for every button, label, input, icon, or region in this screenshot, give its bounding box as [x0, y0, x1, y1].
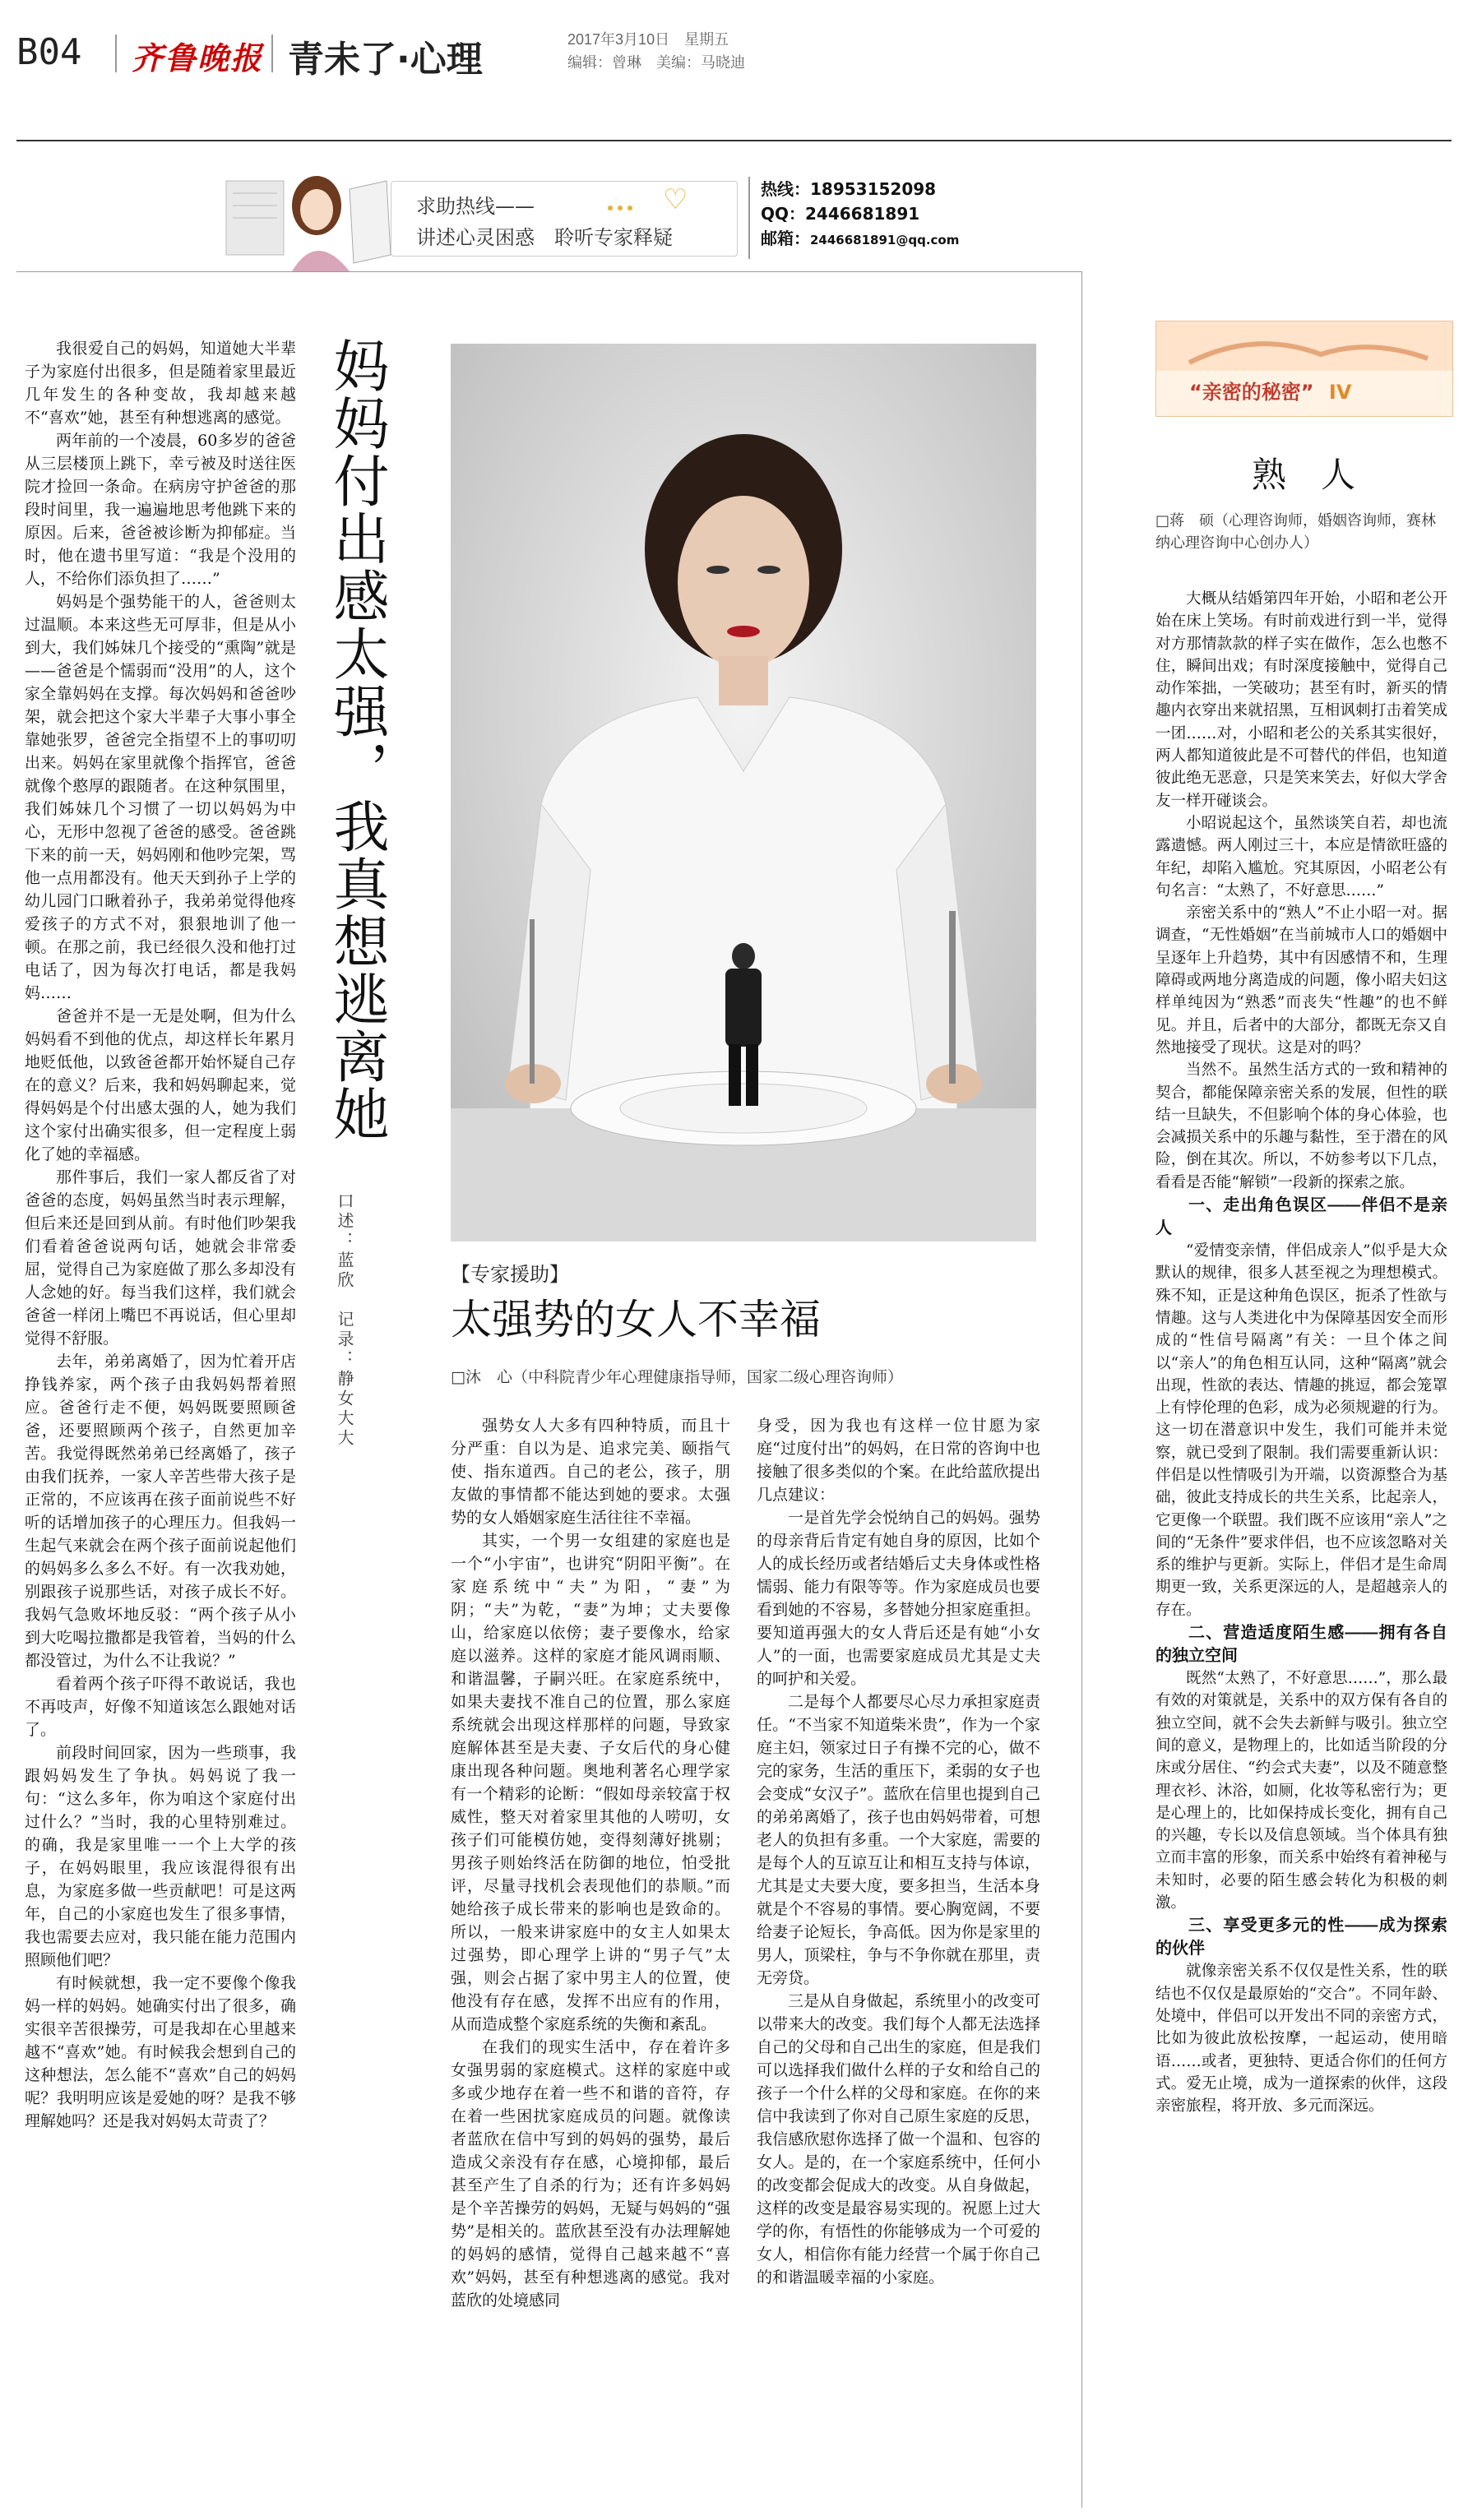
- article-photo: [451, 344, 1036, 1242]
- heart-icon: ♡: [663, 183, 688, 216]
- paragraph: 强势女人大多有四种特质，而且十分严重：自以为是、追求完美、颐指气使、指东道西。自己的老公，孩子，朋友做的事情都不能达到她的要求。太强势的女人婚姻家庭生活往往不幸福。: [451, 1417, 730, 1527]
- paragraph: 去年，弟弟离婚了，因为忙着开店挣钱养家，两个孩子由我妈妈帮着照应。爸爸行走不便，妈妈既要照顾爸爸，还要照顾两个孩子，自然更加辛苦。我觉得既然弟弟已经离婚了，孩子由我们抚养，一家人辛苦些带大孩子是正常的，不应该再在孩子面前说些不好听的话增加孩子的心理压力。但我妈一生起气来就会在两个孩子面前说起他们的妈妈多么多么不好。有一次我劝她，别跟孩子说那些话，对孩子成长不好。我妈气急败坏地反驳：“两个孩子从小到大吃喝拉撒都是我管着，当妈的什么都没管过，为什么不让我说？”: [25, 1352, 296, 1670]
- paragraph: 那件事后，我们一家人都反省了对爸爸的态度，妈妈虽然当时表示理解，但后来还是回到从前。有时他们吵架我们看着爸爸说两句话，她就会非常委屈，觉得自己为家庭做了那么多却没有人念她的好。每当我们这样，我们就会爸爸一样闭上嘴巴不再说话，但心里却觉得不舒服。: [25, 1168, 296, 1348]
- newspaper-logo: 齐鲁晚报: [132, 39, 264, 76]
- paragraph: 三是从自身做起，系统里小的改变可以带来大的改变。我们每个人都无法选择自己的父母和自己出生的家庭，但是我们可以选择我们做什么样的子女和给自己的孩子一个什么样的父母和家庭。在你的来信中我读到了你对自己原生家庭的反思，我信感欣慰你选择了做一个温和、包容的女人。是的，在一个家庭系统中，任何小的改变都会促成大的改变。从自身做起，这样的改变是最容易实现的。祝愿上过大学的你，有悟性的你能够成为一个可爱的女人，相信你有能力经营一个属于你自己的和谐温暖幸福的小家庭。: [757, 1992, 1040, 2286]
- section-heading: 二、营造适度陌生感——拥有各自的独立空间: [1155, 1624, 1447, 1666]
- qq-label: QQ：: [761, 204, 806, 224]
- expert-column-1: [451, 1414, 730, 2312]
- page-header: [16, 25, 1452, 82]
- qq-row: [761, 201, 925, 226]
- paragraph: 大概从结婚第四年开始，小昭和老公开始在床上笑场。有时前戏进行到一半，觉得对方那情款款的样子实在做作，怎么也憋不住，瞬间出戏；有时深度接触中，觉得自己动作笨拙，一笑破功；甚至有时，新买的情趣内衣穿出来就招黑，互相讽刺打击着笑成一团……对，小昭和老公的关系其实很好，两人都知道彼此是不可替代的伴侣，也知道彼此绝无恶意，只是笑来笑去，好似大学舍友一样开碰谈会。: [1155, 590, 1447, 810]
- column-title: 熟 人: [1251, 455, 1355, 495]
- woman-reading-illustration: [218, 164, 399, 271]
- section-heading: 一、走出角色误区——伴侣不是亲人: [1155, 1196, 1447, 1238]
- paragraph: 在我们的现实生活中，存在着许多女强男弱的家庭模式。这样的家庭中或多或少地存在着一些不和谐的音符，存在着一些困扰家庭成员的问题。就像读者蓝欣在信中写到的妈妈的强势，最后造成父亲没有存在感，心境抑郁，最后甚至产生了自杀的行为；还有许多妈妈是个辛苦操劳的妈妈，无疑与妈妈的“强势”是相关的。蓝欣甚至没有办法理解她的妈妈的感情，觉得自己越来越不“喜欢”妈妈，甚至有种想逃离的感觉。我对蓝欣的处境感同: [451, 2038, 730, 2310]
- badge-number: IV: [1328, 381, 1352, 404]
- column-badge-label: [1189, 376, 1351, 405]
- phone-row: [761, 177, 937, 201]
- paragraph: 前段时间回家，因为一些琐事，我跟妈妈发生了争执。妈妈说了我一句：“这么多年，你为咱这个家庭付出过什么？”当时，我的心里特别难过。的确，我是家里唯一一个上大学的孩子，在妈妈眼里，我应该混得很有出息，为家庭多做一些贡献吧！可是这两年，自己的小家庭也发生了很多事情，我也需要去应对，我只能在能力范围内照顾他们吧？: [25, 1744, 296, 1969]
- dots-decoration: [605, 198, 635, 214]
- paragraph: 看着两个孩子吓得不敢说话，我也不再吱声，好像不知道该怎么跟她对话了。: [25, 1675, 296, 1739]
- paragraph: 既然“太熟了，不好意思……”，那么最有效的对策就是，关系中的双方保有各自的独立空间，就不会失去新鲜与吸引。独立空间的意义，是物理上的，比如适当阶段的分床或分居住、“约会式夫妻”，以及不随意整理衣衫、沐浴，如厕，化妆等私密行为；更是心理上的，比如保持成长变化，拥有自己的兴趣，专长以及信息领域。当个体具有独立而丰富的形象，而关系中始终有着神秘与未知时，必要的陌生感会转化为积极的刺激。: [1155, 1670, 1447, 1912]
- hands-icon: [1156, 321, 1452, 371]
- paragraph: 我很爱自己的妈妈，知道她大半辈子为家庭付出很多，但是随着家里最近几年发生的各种变故，我却越来越不“喜欢”她，甚至有种想逃离的感觉。: [25, 340, 296, 427]
- paragraph: “爱情变亲情，伴侣成亲人”似乎是大众默认的规律，很多人甚至视之为理想模式。殊不知，正是这种角色误区，扼杀了性欲与情趣。这与人类进化中为保障基因安全而形成的“性信号隔离”有关：一旦个体之间以“亲人”的角色相互认同，这种“隔离”就会出现，性欲的表达、情趣的挑逗，都会笼罩上有悖伦理的色彩，成为必须规避的行为。这一切在潜意识中发生，我们可能并未觉察，就已受到了限制。我们需要重新认识：伴侣是以性情吸引为开端，以资源整合为基础，彼此支持成长的共生关系，比起亲人，它更像一个联盟。我们既不应该用“亲人”之间的“无条件”要求伴侣，也不应该忽略对关系的维护与更新。实际上，伴侣才是生命周期更一致，关系更深远的人，是超越亲人的存在。: [1155, 1242, 1447, 1619]
- main-story-body: [25, 337, 296, 2133]
- main-story-byline: 口述：蓝欣 记录：静女大大: [335, 1192, 354, 1449]
- expert-tag: 【专家援助】: [451, 1263, 569, 1286]
- issue-date: 2017年3月10日 星期五: [567, 31, 729, 48]
- expert-title: 太强势的女人不幸福: [451, 1296, 821, 1343]
- expert-column-2: [757, 1414, 1040, 2289]
- page-number: B04: [16, 31, 82, 73]
- divider: [271, 35, 273, 72]
- paragraph: 小昭说起这个，虽然谈笑自若，却也流露遗憾。两人刚过三十，本应是情欲旺盛的年纪，却陷入尴尬。究其原因，小昭老公有句名言：“太熟了，不好意思……”: [1155, 814, 1447, 899]
- paragraph: 有时候就想，我一定不要像个像我妈一样的妈妈。她确实付出了很多，确实很辛苦很操劳，可是我却在心里越来越不“喜欢”她。有时候我会想到自己的这种想法，怎么能不“喜欢”自己的妈妈呢？我明明应该是爱她的呀？是我不够理解她吗？还是我对妈妈太苛责了？: [25, 1974, 296, 2130]
- hotline-text-box: [391, 181, 738, 257]
- hotline-line1: 求助热线——: [416, 195, 535, 218]
- paragraph: 二是每个人都要尽心尽力承担家庭责任。“不当家不知道柴米贵”，作为一个家庭主妇，领家过日子有操不完的心，做不完的家务，生活的重压下，柔弱的女子也会变成“女汉子”。蓝欣在信里也提到自己的弟弟离婚了，孩子也由妈妈带着，可想老人的负担有多重。一个大家庭，需要的是每个人的互谅互让和相互支持与体谅，尤其是丈夫要大度，要多担当，生活本身就是个不容易的事情。要心胸宽阔，不要给妻子论短长，争高低。因为你是家里的男人，顶梁柱，争与不争你就在那里，责无旁贷。: [757, 1693, 1040, 1987]
- paragraph: 身受，因为我也有这样一位甘愿为家庭“过度付出”的妈妈，在日常的咨询中也接触了很多类似的个案。在此给蓝欣提出几点建议：: [757, 1417, 1040, 1504]
- qq-number[interactable]: 2446681891: [805, 204, 920, 224]
- hotline-line2: 讲述心灵困惑 聆听专家释疑: [416, 226, 673, 249]
- paragraph: 当然不。虽然生活方式的一致和精神的契合，都能保障亲密关系的发展，但性的联结一旦缺失，不但影响个体的身心体验，也会减损关系中的乐趣与黏性，至于潜在的风险，倒在其次。所以，不妨参考以下几点，看看是否能“解锁”一段新的探索之旅。: [1155, 1061, 1447, 1191]
- paragraph: 一是首先学会悦纳自己的妈妈。强势的母亲背后肯定有她自身的原因，比如个人的成长经历或者结婚后丈夫身体或性格懦弱、能力有限等等。作为家庭成员也要看到她的不容易，多替她分担家庭重担。要知道再强大的女人背后还是有她“小女人”的一面，也需要家庭成员尤其是丈夫的呵护和关爱。: [757, 1509, 1040, 1688]
- hotline-divider: [748, 177, 750, 259]
- email-row: [761, 226, 960, 252]
- column-badge: [1155, 321, 1453, 417]
- woman-with-plate-illustration: [451, 344, 1036, 1242]
- paragraph: 妈妈是个强势能干的人，爸爸则太过温顺。本来这些无可厚非，但是从小到大，我们姊妹几个接受的“熏陶”就是——爸爸是个懦弱而“没用”的人，这个家全靠妈妈在支撑。每次妈妈和爸爸吵架，就会把这个家大半辈子大事小事全靠她张罗，爸爸完全指望不上的事叨叨出来。妈妈在家里就像个指挥官，爸爸就像个憨厚的跟随者。在这种氛围里，我们姊妹几个习惯了一切以妈妈为中心，无形中忽视了爸爸的感受。爸爸跳下来的前一天，妈妈刚和他吵完架，骂他一点用都没有。他天天到孙子上学的幼儿园门口瞅着孙子，我弟弟觉得他疼爱孩子的方式不对，狠狠地训了他一顿。在那之前，我已经很久没和他打过电话了，因为每次打电话，都是我妈妈……: [25, 593, 296, 1002]
- paragraph: 爸爸并不是一无是处啊，但为什么妈妈看不到他的优点，却这样长年累月地贬低他，以致爸爸都开始怀疑自己存在的意义？后来，我和妈妈聊起来，觉得妈妈是个付出感太强的人，她为我们这个家付出确实很多，但一定程度上弱化了她的幸福感。: [25, 1007, 296, 1163]
- header-rule: [16, 140, 1452, 141]
- contact-info: [761, 177, 960, 252]
- column-body: [1155, 588, 1447, 2117]
- phone-number[interactable]: 18953152098: [810, 179, 937, 199]
- section-name: 青未了·心理: [288, 39, 483, 81]
- divider: [115, 35, 117, 72]
- editors-line: 编辑：曾琳 美编：马晓迪: [567, 54, 745, 71]
- badge-text: “亲密的秘密”: [1189, 381, 1314, 404]
- section-heading: 三、享受更多元的性——成为探索的伙伴: [1155, 1917, 1447, 1958]
- main-story-title: 妈妈付出感太强，我真想逃离她: [324, 337, 389, 1143]
- hotline-banner: [218, 164, 960, 271]
- frame-line-top: [16, 271, 1081, 272]
- paragraph: 亲密关系中的“熟人”不止小昭一对。据调查，“无性婚姻”在当前城市人口的婚姻中呈逐年上升趋势，其中有因感情不和，生理障碍或两地分离造成的问题，像小昭夫妇这样单纯因为“熟悉”而丧失“性趣”的也不鲜见。并且，后者中的大部分，都既无奈又自然地接受了现状。这是对的吗？: [1155, 904, 1447, 1057]
- phone-label: 热线：: [761, 179, 810, 199]
- paragraph: 其实，一个男一女组建的家庭也是一个“小宇宙”，也讲究“阴阳平衡”。在家庭系统中“夫”为阳，“妻”为阴；“夫”为乾，“妻”为坤；丈夫要像山，给家庭以依傍；妻子要像水，给家庭以滋养。这样的家庭才能风调雨顺、和谐温馨，子嗣兴旺。在家庭系统中，如果夫妻找不准自己的位置，那么家庭系统就会出现这样那样的问题，导致家庭解体甚至是夫妻、子女后代的身心健康出现各种问题。奥地利著名心理学家有一个精彩的论断：“假如母亲较富于权威性，整天对着家里其他的人唠叨，女孩子们可能模仿她，变得刻薄好挑剔；男孩子则始终活在防御的地位，怕受批评，尽量寻找机会表现他们的恭顺。”而她给孩子成长带来的影响也是致命的。所以，一般来讲家庭中的女主人如果太过强势，即心理学上讲的“男子气”太强，则会占据了家中男主人的位置，使他没有存在感，发挥不出应有的作用，从而造成整个家庭系统的失衡和紊乱。: [451, 1532, 730, 2033]
- paragraph: 两年前的一个凌晨，60多岁的爸爸从三层楼顶上跳下，幸亏被及时送往医院才捡回一条命。在病房守护爸爸的那段时间里，我一遍遍地思考他跳下来的原因。后来，爸爸被诊断为抑郁症。当时，他在遗书里写道：“我是个没用的人，不给你们添负担了……”: [25, 432, 296, 588]
- email-address[interactable]: 2446681891@qq.com: [810, 233, 960, 247]
- paragraph: 就像亲密关系不仅仅是性关系，性的联结也不仅仅是最原始的“交合”。不同年龄、处境中，伴侣可以开发出不同的亲密方式，比如为彼此放松按摩，一起运动，使用暗语……或者，更独特、更适合你们的任何方式。爱无止境，成为一道探索的伙伴，这段亲密旅程，将开放、多元而深远。: [1155, 1963, 1447, 2115]
- frame-line-right: [1081, 271, 1082, 2508]
- email-label: 邮箱：: [761, 229, 810, 248]
- column-author: □蒋 硕（心理咨询师，婚姻咨询师，赛林纳心理咨询中心创办人）: [1155, 512, 1437, 552]
- expert-author: □沐 心（中科院青少年心理健康指导师，国家二级心理咨询师）: [451, 1368, 903, 1386]
